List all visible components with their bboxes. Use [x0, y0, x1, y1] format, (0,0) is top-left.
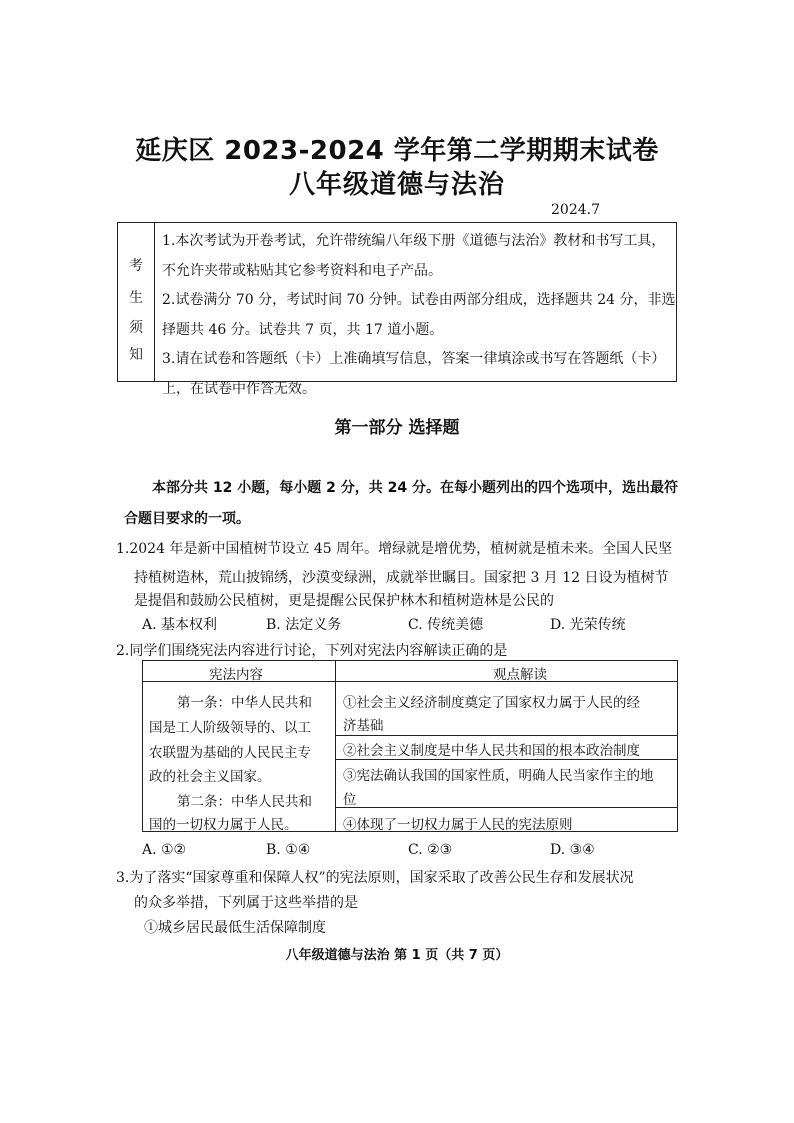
interpretation-1: ①社会主义经济制度奠定了国家权力属于人民的经: [343, 695, 640, 711]
option-d[interactable]: D. ③④: [550, 842, 595, 858]
section-title: 第一部分 选择题: [334, 418, 460, 438]
exam-subtitle: 八年级道德与法治: [288, 170, 505, 200]
question-1-options: [0, 614, 794, 634]
option-d[interactable]: D. 光荣传统: [550, 617, 626, 633]
interpretation-3: ③宪法确认我国的国家性质，明确人民当家作主的地: [343, 768, 654, 784]
notice-line: 2.试卷满分 70 分，考试时间 70 分钟。试卷由两部分组成，选择题共 24 分，非选: [162, 292, 676, 308]
exam-title: 延庆区 2023-2024 学年第二学期期末试卷: [135, 136, 659, 166]
interpretation-4: ④体现了一切权力属于人民的宪法原则: [343, 817, 573, 833]
section-instruction: 合题目要求的一项。: [124, 511, 250, 527]
interpretation-3: 位: [343, 792, 357, 808]
article-text: 政的社会主义国家。: [149, 769, 271, 785]
notice-line: 择题共 46 分。试卷共 7 页，共 17 道小题。: [162, 321, 444, 338]
article-text: 国是工人阶级领导的、以工: [149, 720, 311, 736]
exam-date: 2024.7: [551, 202, 600, 218]
notice-side-char: 须: [129, 320, 143, 336]
table-header-interpretation: 观点解读: [493, 667, 547, 683]
notice-line: 3.请在试卷和答题纸（卡）上准确填写信息，答案一律填涂或书写在答题纸（卡）: [162, 351, 666, 367]
interpretation-2: ②社会主义制度是中华人民共和国的根本政治制度: [343, 743, 640, 759]
article-text: 农联盟为基础的人民民主专: [149, 745, 311, 761]
question-2-options: [0, 842, 794, 862]
notice-line: 不允许夹带或粘贴其它参考资料和电子产品。: [162, 262, 442, 279]
table-row-line: [335, 759, 677, 760]
question-1-stem: 是提倡和鼓励公民植树，更是提醒公民保护林木和植树造林是公民的: [134, 593, 554, 609]
page-footer: 八年级道德与法治 第 1 页（共 7 页）: [285, 948, 509, 963]
question-2-stem: 2.同学们围绕宪法内容进行讨论，下列对宪法内容解读正确的是: [116, 643, 508, 659]
interpretation-1: 济基础: [343, 718, 384, 734]
question-3-stem: 3.为了落实“国家尊重和保障人权”的宪法原则，国家采取了改善公民生存和发展状况: [116, 870, 634, 886]
notice-side-char: 生: [129, 290, 143, 306]
section-instruction: 本部分共 12 小题，每小题 2 分，共 24 分。在每小题列出的四个选项中，选出最符: [152, 480, 678, 496]
notice-side-char: 考: [129, 258, 143, 274]
table-header-content: 宪法内容: [209, 667, 263, 683]
option-a[interactable]: A. ①②: [142, 842, 187, 858]
notice-line: 1.本次考试为开卷考试，允许带统编八年级下册《道德与法治》教材和书写工具，: [162, 233, 666, 249]
option-b[interactable]: B. 法定义务: [266, 617, 342, 633]
article-text: 第二条：中华人民共和: [177, 794, 312, 810]
option-a[interactable]: A. 基本权利: [142, 617, 218, 633]
notice-lines: [162, 227, 676, 404]
table-row-line: [335, 735, 677, 736]
notice-side-label: [118, 223, 155, 381]
option-c[interactable]: C. ②③: [408, 842, 453, 858]
question-3-stem: 的众多举措，下列属于这些举措的是: [134, 895, 358, 911]
article-text: 国的一切权力属于人民。: [149, 817, 298, 833]
option-c[interactable]: C. 传统美德: [408, 617, 484, 633]
notice-line: 上，在试卷中作答无效。: [162, 380, 316, 397]
question-1-stem: 持植树造林，荒山披锦绣，沙漠变绿洲，成就举世瞩目。国家把 3 月 12 日设为植树节: [134, 570, 669, 586]
question-3-item: ①城乡居民最低生活保障制度: [144, 920, 326, 936]
notice-side-char: 知: [129, 347, 143, 363]
table-divider: [335, 661, 336, 831]
option-b[interactable]: B. ①④: [266, 842, 311, 858]
question-1-stem: 1.2024 年是新中国植树节设立 45 周年。增绿就是增优势，植树就是植未来。全国人民坚: [116, 541, 673, 557]
constitution-table: [142, 660, 678, 832]
candidate-notice-box: [117, 222, 677, 397]
article-text: 第一条：中华人民共和: [177, 695, 312, 711]
table-row-line: [335, 807, 677, 808]
